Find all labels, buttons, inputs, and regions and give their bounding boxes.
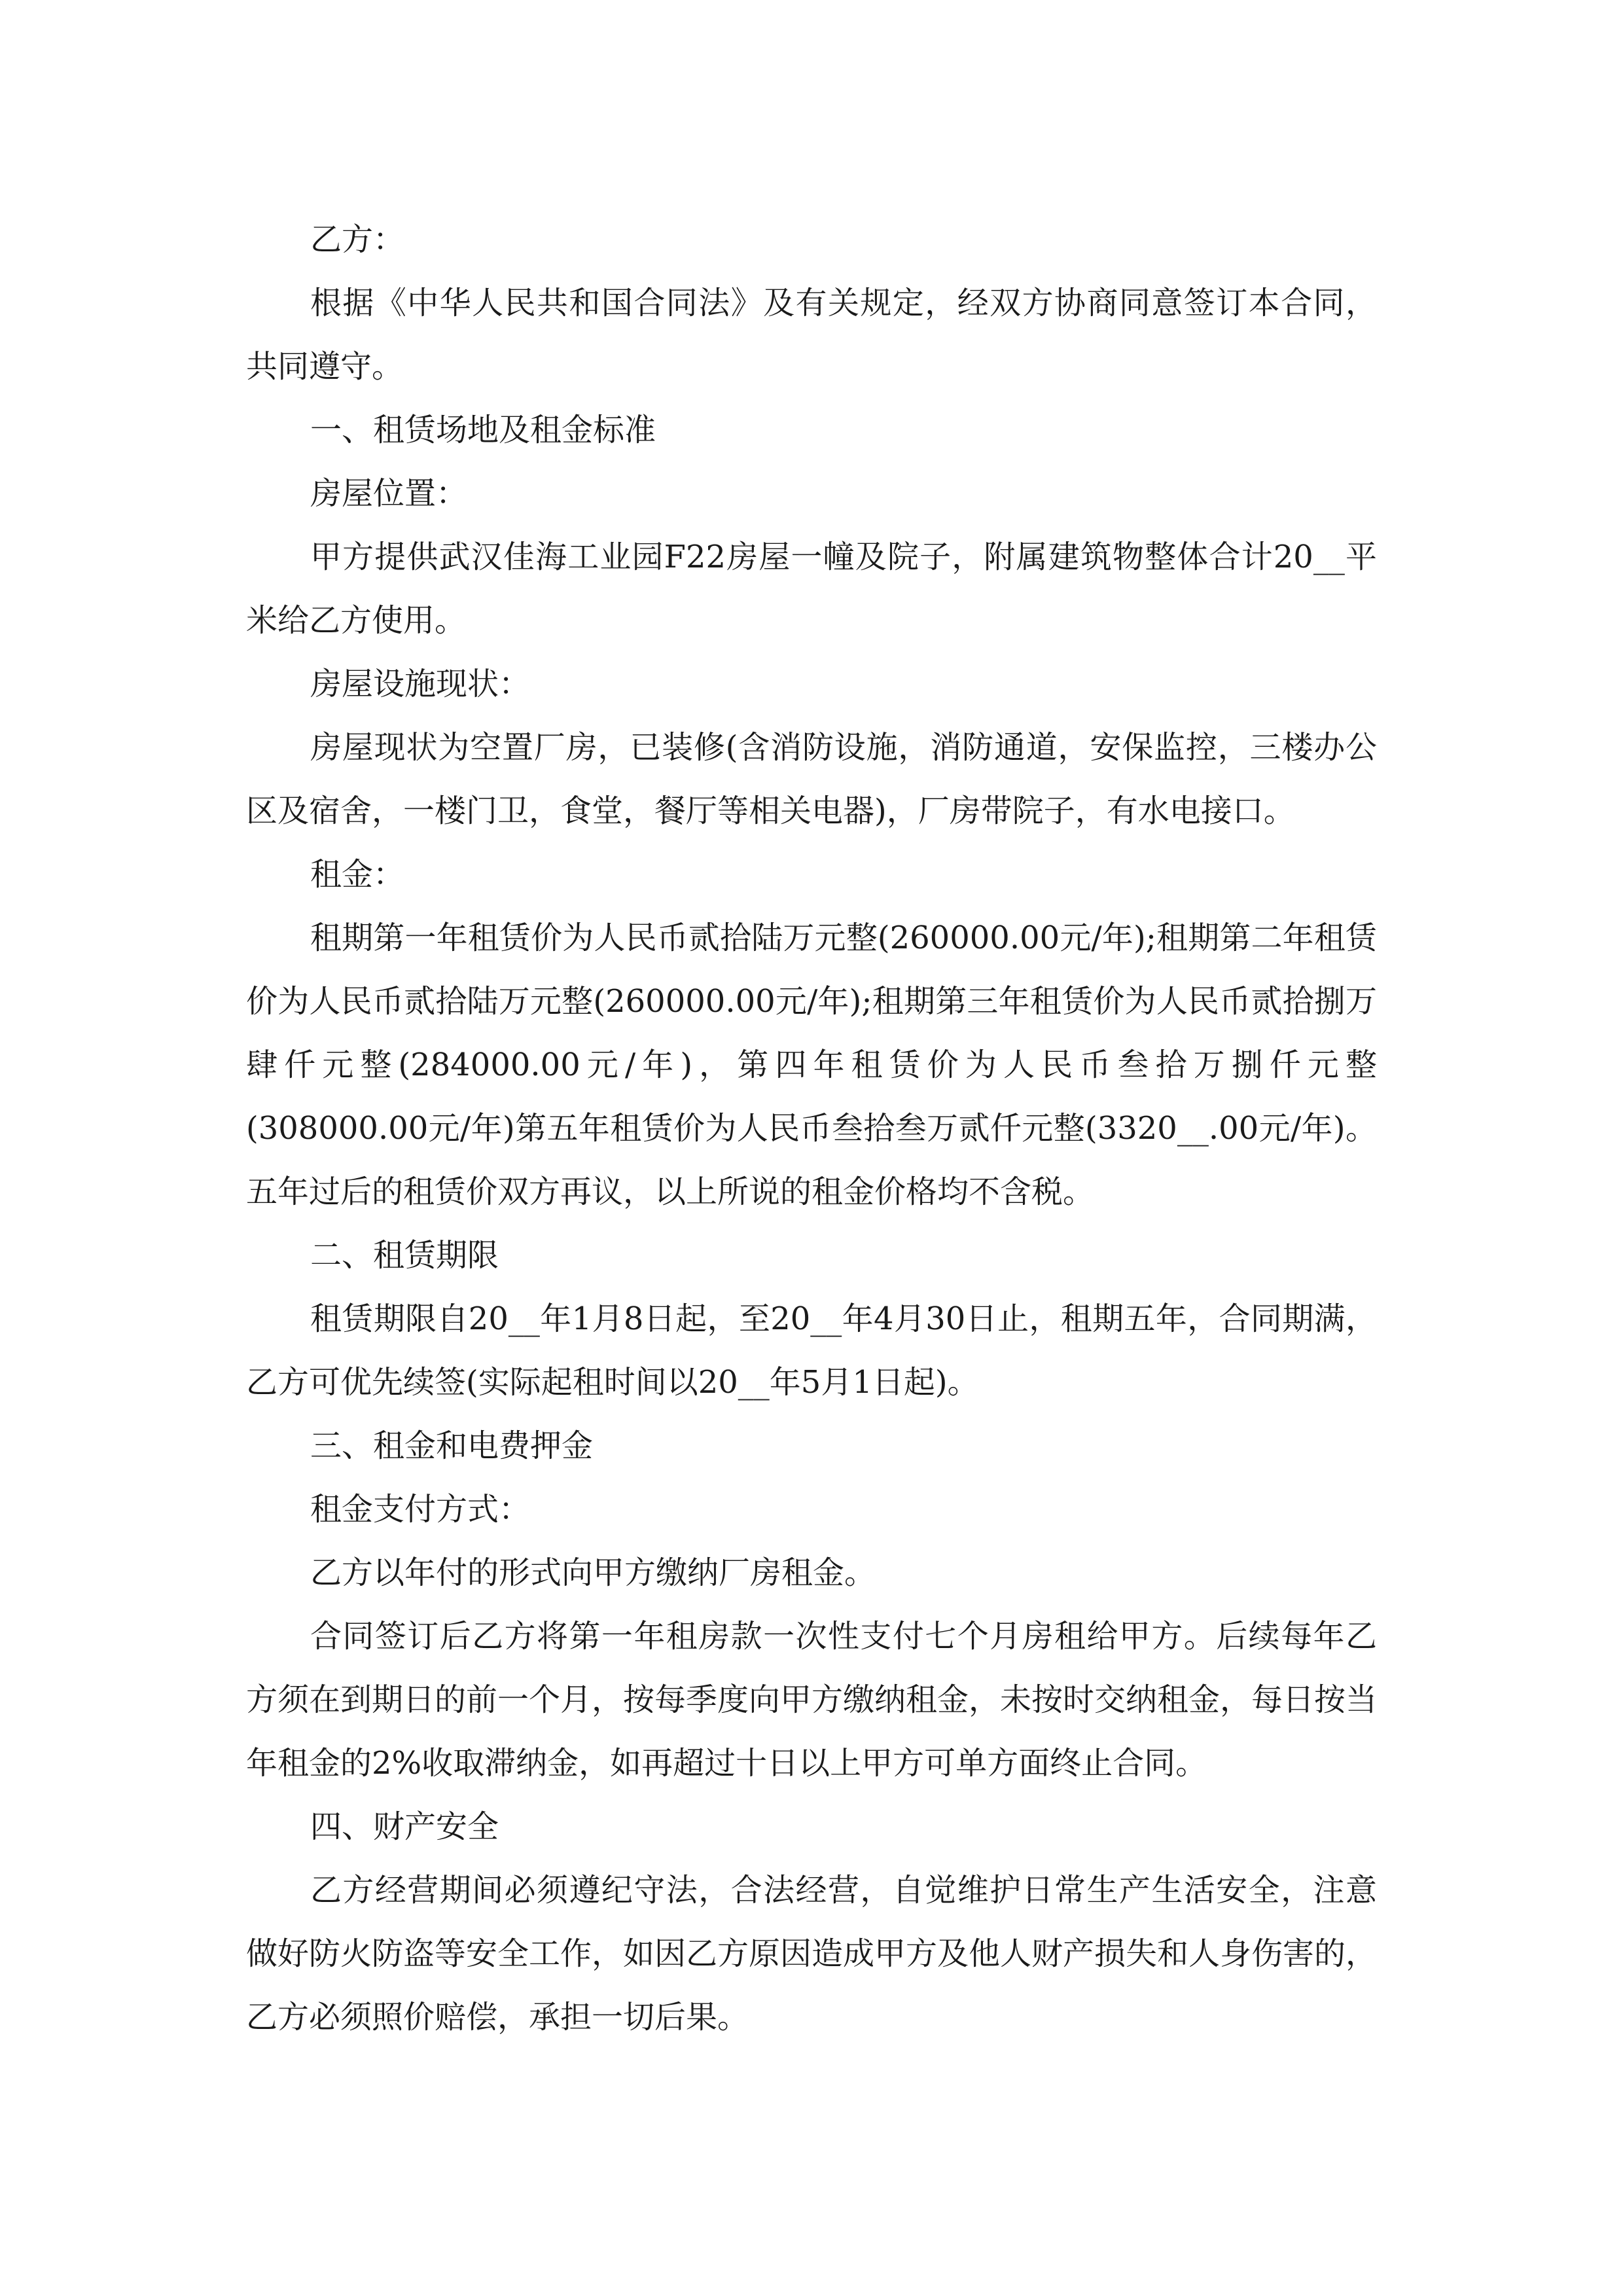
section-heading-1: 一、租赁场地及租金标准 — [310, 412, 656, 448]
payment-method-paragraph: 乙方以年付的形式向甲方缴纳厂房租金。 — [310, 1554, 876, 1591]
property-location-paragraph: 甲方提供武汉佳海工业园F22房屋一幢及院子，附属建筑物整体合计20__平米给乙方使用。 — [246, 539, 1377, 639]
property-safety-paragraph: 乙方经营期间必须遵纪守法，合法经营，自觉维护日常生产生活安全，注意做好防火防盗等安全工作，如因乙方原因造成甲方及他人财产损失和人身伤害的，乙方必须照价赔偿，承担一切后果。 — [246, 1872, 1378, 2036]
lease-term-paragraph: 租赁期限自20__年1月8日起，至20__年4月30日止，租期五年，合同期满，乙方可优先续签(实际起租时间以20__年5月1日起)。 — [246, 1300, 1377, 1401]
party-b-label: 乙方： — [310, 221, 405, 258]
payment-schedule-paragraph: 合同签订后乙方将第一年租房款一次性支付七个月房租给甲方。后续每年乙方须在到期日的前一个月，按每季度向甲方缴纳租金，未按时交纳租金，每日按当年租金的2%收取滞纳金，如再超过十日以上甲方可单方面终止合同。 — [246, 1618, 1378, 1782]
section-heading-3: 三、租金和电费押金 — [310, 1427, 594, 1464]
section-heading-2: 二、租赁期限 — [310, 1237, 499, 1274]
contract-body — [246, 208, 1377, 2049]
facility-status-label: 房屋设施现状： — [310, 666, 531, 702]
payment-method-label: 租金支付方式： — [310, 1491, 531, 1528]
preamble-paragraph: 根据《中华人民共和国合同法》及有关规定，经双方协商同意签订本合同，共同遵守。 — [246, 285, 1377, 385]
rent-paragraph: 租期第一年租赁价为人民币贰拾陆万元整(260000.00元/年);租期第二年租赁价为人民币贰拾陆万元整(260000.00元/年);租期第三年租赁价为人民币贰拾捌万肆仟元整(284000.00元/年)，第四年租赁价为人民币叁拾万捌仟元整(308000.00元/年)第五年租赁价为人民币叁拾叁万贰仟元整(3320__.00元/年)。五年过后的租赁价双方再议，以上所说的租金价格均不含税。 — [246, 920, 1377, 1210]
section-heading-4: 四、财产安全 — [310, 1808, 499, 1845]
rent-label: 租金： — [310, 856, 405, 893]
facility-status-paragraph: 房屋现状为空置厂房，已装修(含消防设施，消防通道，安保监控，三楼办公区及宿舍，一楼门卫，食堂，餐厅等相关电器)，厂房带院子，有水电接口。 — [246, 729, 1377, 829]
property-location-label: 房屋位置： — [310, 475, 468, 512]
